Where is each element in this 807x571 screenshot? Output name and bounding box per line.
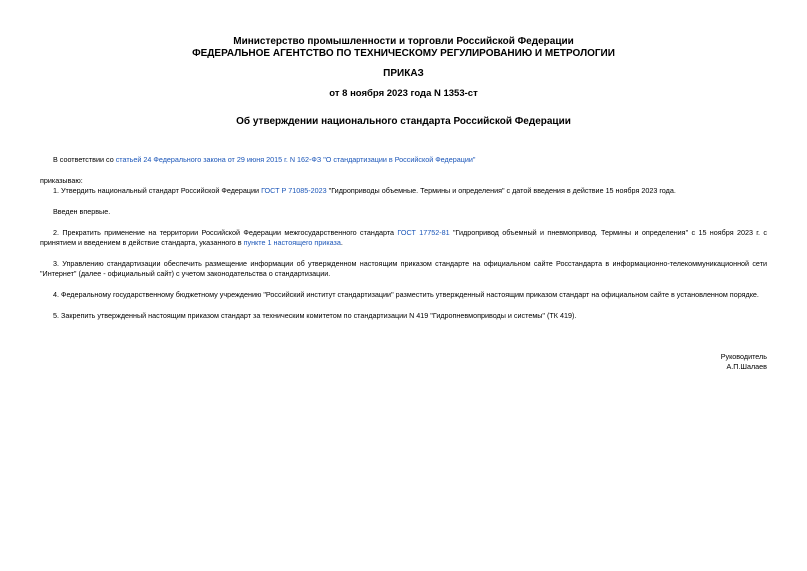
document-date-number: от 8 ноября 2023 года N 1353-ст (329, 88, 478, 99)
agency-name: ФЕДЕРАЛЬНОЕ АГЕНТСТВО ПО ТЕХНИЧЕСКОМУ РЕГУЛИРОВАНИЮ И МЕТРОЛОГИИ (192, 48, 615, 59)
document-type: ПРИКАЗ (383, 68, 424, 79)
document-title: Об утверждении национального стандарта Российской Федерации (236, 116, 571, 127)
preamble-paragraph (40, 155, 767, 165)
gost-r-71085-link[interactable]: ГОСТ Р 71085-2023 (261, 186, 327, 195)
item-1-paragraph (40, 186, 767, 196)
order-word: приказываю: (40, 176, 83, 185)
signature-name: А.П.Шалаев (726, 362, 767, 371)
item-2-suffix: . (340, 238, 343, 247)
ministry-name: Министерство промышленности и торговли Российской Федерации (233, 36, 574, 47)
item-3-paragraph: 3. Управлению стандартизации обеспечить размещение информации об утвержденном настоящим приказом стандарте на официальном сайте Росстандарта в информационно-телекоммуникационной сети "Интернет" (далее - официальный сайт) с учетом законодательства о стандартизации. (40, 259, 767, 278)
item-4-paragraph: 4. Федеральному государственному бюджетному учреждению "Российский институт стандартизации" разместить утвержденный настоящим приказом стандарт на официальном сайте в установленном порядке. (53, 290, 759, 299)
introduced-note: Введен впервые. (53, 207, 111, 216)
item-2-paragraph (40, 228, 767, 248)
item-1-text: 1. Утвердить национальный стандарт Российской Федерации (53, 186, 262, 195)
item-2-middle: "Гидропривод объемный и пневмопривод. Термины и определения" с 15 ноября 2023 г. с принятием и введением в действие стандарта, указанного в (40, 228, 767, 247)
item-1-reference-link[interactable]: пункте 1 настоящего приказа (243, 238, 341, 247)
item-5-paragraph: 5. Закрепить утвержденный настоящим приказом стандарт за техническим комитетом по стандартизации N 419 "Гидропневмоприводы и системы" (ТК 419). (53, 311, 577, 320)
item-2-text: 2. Прекратить применение на территории Российской Федерации межгосударственного стандарта (53, 228, 398, 237)
signature-position: Руководитель (720, 352, 767, 361)
preamble-text: В соответствии со (53, 155, 116, 164)
law-article-link[interactable]: статьей 24 Федерального закона от 29 июня 2015 г. N 162-ФЗ "О стандартизации в Российской Федерации" (115, 155, 476, 164)
gost-17752-link[interactable]: ГОСТ 17752-81 (397, 228, 450, 237)
item-1-suffix: "Гидроприводы объемные. Термины и определения" с датой введения в действие 15 ноября 2023 года. (326, 186, 676, 195)
